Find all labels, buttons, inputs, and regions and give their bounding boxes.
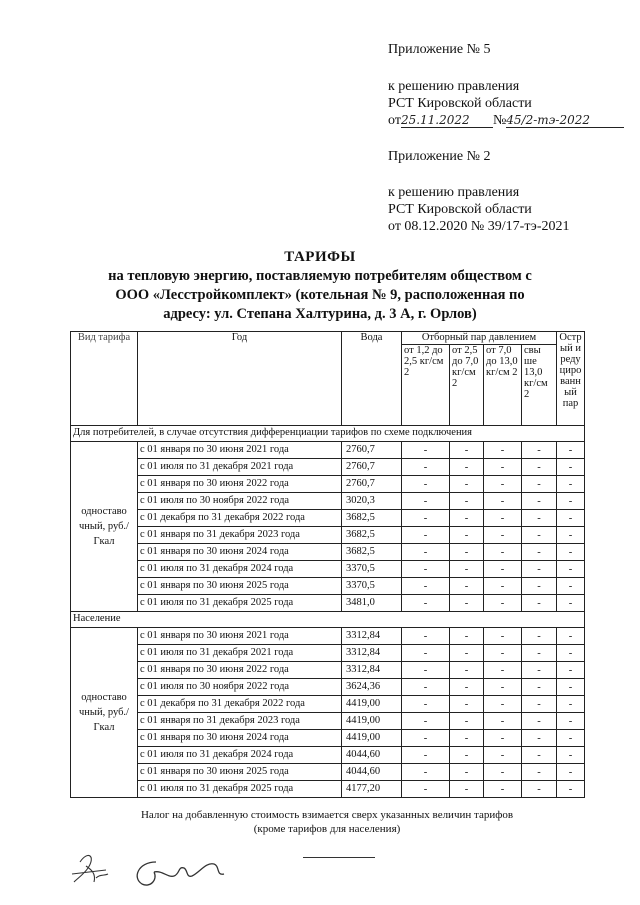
- empty-value-cell: -: [484, 662, 522, 679]
- empty-value-cell: -: [484, 781, 522, 798]
- empty-value-cell: -: [522, 628, 557, 645]
- initials-signature: [66, 848, 114, 890]
- header-steam: Отборный пар давлением: [402, 332, 557, 345]
- handwritten-date: 25.11.2022: [401, 114, 493, 128]
- empty-value-cell: -: [522, 561, 557, 578]
- empty-value-cell: -: [484, 747, 522, 764]
- table-row: [71, 781, 585, 798]
- table-row: [71, 679, 585, 696]
- signature: [128, 852, 230, 896]
- empty-value-cell: -: [522, 493, 557, 510]
- empty-value-cell: -: [557, 730, 585, 747]
- header-pressure-1: от 1,2 до 2,5 кг/см 2: [402, 345, 450, 426]
- annex-2-label: Приложение № 2: [388, 149, 491, 164]
- period-cell: с 01 января по 31 декабря 2023 года: [138, 527, 342, 544]
- empty-value-cell: -: [484, 764, 522, 781]
- empty-value-cell: -: [522, 544, 557, 561]
- decision-block-1: [388, 78, 624, 129]
- empty-value-cell: -: [402, 679, 450, 696]
- empty-value-cell: -: [402, 510, 450, 527]
- empty-value-cell: -: [402, 544, 450, 561]
- decision-line: РСТ Кировской области: [388, 202, 532, 217]
- water-value-cell: 2760,7: [342, 476, 402, 493]
- water-value-cell: 3682,5: [342, 544, 402, 561]
- decision-line: к решению правления: [388, 79, 520, 94]
- empty-value-cell: -: [557, 476, 585, 493]
- table-row: [71, 527, 585, 544]
- title-line: ООО «Лесстройкомплект» (котельная № 9, расположенная по: [115, 287, 525, 303]
- empty-value-cell: -: [557, 713, 585, 730]
- separator-line: [303, 857, 375, 858]
- empty-value-cell: -: [557, 527, 585, 544]
- period-cell: с 01 июля по 30 ноября 2022 года: [138, 679, 342, 696]
- empty-value-cell: -: [402, 527, 450, 544]
- period-cell: с 01 июля по 31 декабря 2025 года: [138, 595, 342, 612]
- period-cell: с 01 июля по 31 декабря 2024 года: [138, 561, 342, 578]
- title-line: адресу: ул. Степана Халтурина, д. 3 А, г. Орлов): [163, 306, 477, 322]
- empty-value-cell: -: [484, 544, 522, 561]
- empty-value-cell: -: [557, 442, 585, 459]
- empty-value-cell: -: [557, 747, 585, 764]
- water-value-cell: 4044,60: [342, 747, 402, 764]
- vat-note-line: Налог на добавленную стоимость взимается сверх указанных величин тарифов: [140, 809, 514, 821]
- table-row: [71, 645, 585, 662]
- empty-value-cell: -: [402, 493, 450, 510]
- empty-value-cell: -: [557, 510, 585, 527]
- empty-value-cell: -: [557, 781, 585, 798]
- decision-line: к решению правления: [388, 185, 520, 200]
- title-main: ТАРИФЫ: [284, 249, 356, 265]
- section-header-row: [71, 612, 585, 628]
- empty-value-cell: -: [522, 578, 557, 595]
- empty-value-cell: -: [522, 747, 557, 764]
- period-cell: с 01 января по 30 июня 2021 года: [138, 442, 342, 459]
- empty-value-cell: -: [522, 696, 557, 713]
- empty-value-cell: -: [450, 459, 484, 476]
- empty-value-cell: -: [450, 493, 484, 510]
- document-title: [40, 248, 600, 324]
- water-value-cell: 3682,5: [342, 510, 402, 527]
- empty-value-cell: -: [450, 561, 484, 578]
- water-value-cell: 3370,5: [342, 578, 402, 595]
- section-header-row: [71, 426, 585, 442]
- empty-value-cell: -: [484, 595, 522, 612]
- empty-value-cell: -: [450, 747, 484, 764]
- water-value-cell: 3370,5: [342, 561, 402, 578]
- empty-value-cell: -: [522, 730, 557, 747]
- period-cell: с 01 января по 30 июня 2021 года: [138, 628, 342, 645]
- water-value-cell: 3624,36: [342, 679, 402, 696]
- period-cell: с 01 июля по 31 декабря 2021 года: [138, 459, 342, 476]
- empty-value-cell: -: [522, 645, 557, 662]
- empty-value-cell: -: [450, 662, 484, 679]
- empty-value-cell: -: [522, 459, 557, 476]
- empty-value-cell: -: [450, 578, 484, 595]
- table-row: [71, 493, 585, 510]
- empty-value-cell: -: [557, 493, 585, 510]
- period-cell: с 01 января по 30 июня 2025 года: [138, 578, 342, 595]
- period-cell: с 01 декабря по 31 декабря 2022 года: [138, 696, 342, 713]
- empty-value-cell: -: [484, 679, 522, 696]
- empty-value-cell: -: [484, 561, 522, 578]
- empty-value-cell: -: [402, 696, 450, 713]
- empty-value-cell: -: [450, 764, 484, 781]
- empty-value-cell: -: [450, 527, 484, 544]
- period-cell: с 01 декабря по 31 декабря 2022 года: [138, 510, 342, 527]
- empty-value-cell: -: [402, 442, 450, 459]
- table-row: [71, 595, 585, 612]
- empty-value-cell: -: [522, 662, 557, 679]
- empty-value-cell: -: [484, 713, 522, 730]
- empty-value-cell: -: [522, 476, 557, 493]
- water-value-cell: 2760,7: [342, 459, 402, 476]
- decision-block-2: [388, 184, 569, 235]
- table-row: [71, 730, 585, 747]
- empty-value-cell: -: [522, 595, 557, 612]
- decision-line: РСТ Кировской области: [388, 96, 532, 111]
- empty-value-cell: -: [402, 476, 450, 493]
- empty-value-cell: -: [557, 696, 585, 713]
- water-value-cell: 4419,00: [342, 713, 402, 730]
- empty-value-cell: -: [522, 764, 557, 781]
- date-prefix: от: [388, 113, 401, 128]
- empty-value-cell: -: [484, 696, 522, 713]
- handwritten-number: 45/2-тэ-2022: [506, 114, 624, 128]
- water-value-cell: 3312,84: [342, 662, 402, 679]
- empty-value-cell: -: [402, 764, 450, 781]
- empty-value-cell: -: [522, 442, 557, 459]
- empty-value-cell: -: [450, 595, 484, 612]
- water-value-cell: 3481,0: [342, 595, 402, 612]
- empty-value-cell: -: [402, 747, 450, 764]
- vat-note-line: (кроме тарифов для населения): [253, 823, 401, 835]
- water-value-cell: 3312,84: [342, 628, 402, 645]
- title-line: на тепловую энергию, поставляемую потребителям обществом с: [108, 268, 532, 284]
- table-row: [71, 561, 585, 578]
- period-cell: с 01 января по 30 июня 2024 года: [138, 544, 342, 561]
- period-cell: с 01 июля по 31 декабря 2025 года: [138, 781, 342, 798]
- empty-value-cell: -: [484, 527, 522, 544]
- header-pressure-2: от 2,5 до 7,0 кг/см 2: [450, 345, 484, 426]
- annex-5-label: Приложение № 5: [388, 42, 491, 57]
- empty-value-cell: -: [522, 679, 557, 696]
- empty-value-cell: -: [557, 459, 585, 476]
- empty-value-cell: -: [557, 679, 585, 696]
- empty-value-cell: -: [402, 561, 450, 578]
- table-row: [71, 628, 585, 645]
- empty-value-cell: -: [484, 442, 522, 459]
- empty-value-cell: -: [557, 764, 585, 781]
- empty-value-cell: -: [450, 442, 484, 459]
- period-cell: с 01 января по 30 июня 2024 года: [138, 730, 342, 747]
- empty-value-cell: -: [522, 510, 557, 527]
- empty-value-cell: -: [450, 510, 484, 527]
- empty-value-cell: -: [557, 561, 585, 578]
- empty-value-cell: -: [450, 645, 484, 662]
- water-value-cell: 2760,7: [342, 442, 402, 459]
- empty-value-cell: -: [450, 476, 484, 493]
- period-cell: с 01 января по 30 июня 2025 года: [138, 764, 342, 781]
- table-row: [71, 747, 585, 764]
- empty-value-cell: -: [450, 730, 484, 747]
- empty-value-cell: -: [484, 493, 522, 510]
- period-cell: с 01 января по 31 декабря 2023 года: [138, 713, 342, 730]
- water-value-cell: 4044,60: [342, 764, 402, 781]
- empty-value-cell: -: [557, 645, 585, 662]
- empty-value-cell: -: [450, 696, 484, 713]
- water-value-cell: 4177,20: [342, 781, 402, 798]
- header-tariff-type: Вид тарифа: [71, 332, 138, 426]
- water-value-cell: 3682,5: [342, 527, 402, 544]
- table-row: [71, 544, 585, 561]
- water-value-cell: 3312,84: [342, 645, 402, 662]
- table-row: [71, 510, 585, 527]
- empty-value-cell: -: [402, 459, 450, 476]
- table-row: [71, 578, 585, 595]
- header-sharp-steam: Остр ый и реду циро ванн ый пар: [557, 332, 585, 426]
- section-title: Население: [71, 612, 585, 628]
- empty-value-cell: -: [484, 476, 522, 493]
- empty-value-cell: -: [557, 595, 585, 612]
- section-title: Для потребителей, в случае отсутствия дифференциации тарифов по схеме подключения: [71, 426, 585, 442]
- empty-value-cell: -: [450, 544, 484, 561]
- empty-value-cell: -: [402, 595, 450, 612]
- empty-value-cell: -: [484, 730, 522, 747]
- period-cell: с 01 января по 30 июня 2022 года: [138, 662, 342, 679]
- empty-value-cell: -: [402, 645, 450, 662]
- period-cell: с 01 января по 30 июня 2022 года: [138, 476, 342, 493]
- water-value-cell: 4419,00: [342, 696, 402, 713]
- annex-header-2: [388, 148, 491, 165]
- water-value-cell: 4419,00: [342, 730, 402, 747]
- empty-value-cell: -: [484, 578, 522, 595]
- empty-value-cell: -: [450, 679, 484, 696]
- annex-header: [388, 41, 491, 58]
- empty-value-cell: -: [522, 713, 557, 730]
- empty-value-cell: -: [450, 713, 484, 730]
- decision-date-line: от 08.12.2020 № 39/17-тэ-2021: [388, 219, 570, 234]
- empty-value-cell: -: [484, 628, 522, 645]
- header-water: Вода: [342, 332, 402, 426]
- header-pressure-4: свы ше 13,0 кг/см 2: [522, 345, 557, 426]
- empty-value-cell: -: [484, 459, 522, 476]
- tariff-type-cell: одноставо чный, руб./Гкал: [71, 628, 138, 798]
- table-row: [71, 662, 585, 679]
- empty-value-cell: -: [557, 544, 585, 561]
- table-row: [71, 459, 585, 476]
- empty-value-cell: -: [402, 628, 450, 645]
- empty-value-cell: -: [484, 645, 522, 662]
- header-pressure-3: от 7,0 до 13,0 кг/см 2: [484, 345, 522, 426]
- empty-value-cell: -: [522, 781, 557, 798]
- table-row: [71, 713, 585, 730]
- empty-value-cell: -: [402, 713, 450, 730]
- empty-value-cell: -: [402, 730, 450, 747]
- empty-value-cell: -: [402, 578, 450, 595]
- empty-value-cell: -: [522, 527, 557, 544]
- table-row: [71, 442, 585, 459]
- empty-value-cell: -: [484, 510, 522, 527]
- tariff-table-body: [71, 426, 585, 798]
- header-year: Год: [138, 332, 342, 426]
- period-cell: с 01 июля по 30 ноября 2022 года: [138, 493, 342, 510]
- tariff-type-cell: одноставо чный, руб./Гкал: [71, 442, 138, 612]
- vat-note: [70, 808, 584, 836]
- empty-value-cell: -: [557, 628, 585, 645]
- table-row: [71, 476, 585, 493]
- empty-value-cell: -: [402, 781, 450, 798]
- number-sign: №: [492, 113, 507, 128]
- empty-value-cell: -: [557, 578, 585, 595]
- decision-date-line: [388, 112, 624, 129]
- table-row: [71, 696, 585, 713]
- period-cell: с 01 июля по 31 декабря 2021 года: [138, 645, 342, 662]
- tariff-table: [70, 331, 585, 798]
- empty-value-cell: -: [557, 662, 585, 679]
- empty-value-cell: -: [450, 628, 484, 645]
- period-cell: с 01 июля по 31 декабря 2024 года: [138, 747, 342, 764]
- table-row: [71, 764, 585, 781]
- empty-value-cell: -: [450, 781, 484, 798]
- empty-value-cell: -: [402, 662, 450, 679]
- water-value-cell: 3020,3: [342, 493, 402, 510]
